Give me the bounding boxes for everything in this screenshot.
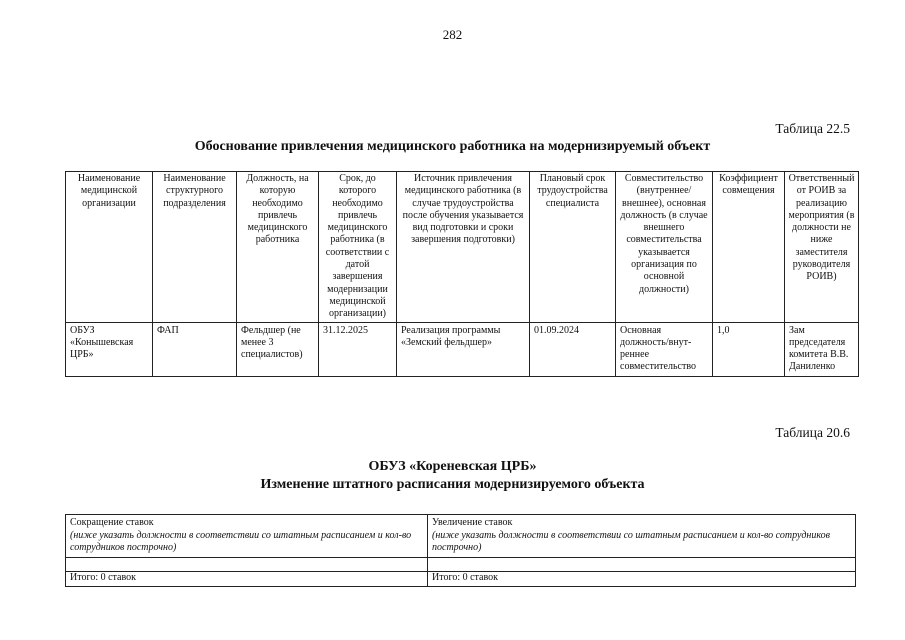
increase-header: Увеличение ставок xyxy=(432,517,513,528)
header-cell: Наименование структурного подразделения xyxy=(153,172,237,323)
header-row xyxy=(66,515,856,558)
table-cell: Фельдшер (не менее 3 специалистов) xyxy=(237,322,319,376)
organization-name: ОБУЗ «Кореневская ЦРБ» xyxy=(368,459,537,474)
header-cell: Коэффициент совмещения xyxy=(713,172,785,323)
staffing-change-table xyxy=(65,514,856,587)
header-cell: Источник привлечения медицинского работника (в случае трудоустройства после обучения указывается вид подготовки и сроки завершения подготовки) xyxy=(397,172,530,323)
cell-text: Основная должность/внут-реннее совместительство xyxy=(620,324,696,372)
header-cell: Наименование медицинской организации xyxy=(66,172,153,323)
table-cell: ФАП xyxy=(153,322,237,376)
header-cell: Ответственный от РОИВ за реализацию мероприятия (в должности не ниже заместителя руководителя РОИВ) xyxy=(785,172,859,323)
table-cell: ОБУЗ «Конышевская ЦРБ» xyxy=(66,322,153,376)
table-cell: 31.12.2025 xyxy=(319,322,397,376)
table-cell: 01.09.2024 xyxy=(530,322,616,376)
table-row xyxy=(66,322,859,376)
reduction-header: Сокращение ставок xyxy=(70,517,154,528)
page-number: 282 xyxy=(442,27,463,42)
table-cell xyxy=(66,557,428,571)
table-20-6-title: Изменение штатного расписания модернизируемого объекта xyxy=(260,477,645,492)
staff-attraction-table xyxy=(65,171,859,377)
table-cell xyxy=(428,557,856,571)
increase-header-cell xyxy=(428,515,856,558)
table-22-5-title: Обоснование привлечения медицинского работника на модернизируемый объект xyxy=(194,139,711,154)
increase-note: (ниже указать должности в соответствии со штатным расписанием и кол-во сотрудников построчно) xyxy=(432,529,831,553)
table-22-5-label: Таблица 22.5 xyxy=(775,121,850,136)
table-20-6-label: Таблица 20.6 xyxy=(775,425,850,440)
reduction-note: (ниже указать должности в соответствии со штатным расписанием и кол-во сотрудников построчно) xyxy=(70,529,412,553)
header-cell: Должность, на которую необходимо привлечь медицинского работника xyxy=(237,172,319,323)
table-cell: Зам председателя комитета В.В. Даниленко xyxy=(785,322,859,376)
total-row xyxy=(66,571,856,586)
reduction-total: Итого: 0 ставок xyxy=(66,571,428,586)
table-cell xyxy=(616,322,713,376)
table-cell: 1,0 xyxy=(713,322,785,376)
header-row xyxy=(66,172,859,323)
header-cell: Срок, до которого необходимо привлечь медицинского работника (в соответствии с датой завершения модернизации медицинской организации) xyxy=(319,172,397,323)
table-cell: Реализация программы «Земский фельдшер» xyxy=(397,322,530,376)
table-row xyxy=(66,557,856,571)
header-cell: Совместительство (внутреннее/внешнее), основная должность (в случае внешнего совместительства указывается организация по основной должности) xyxy=(616,172,713,323)
reduction-header-cell xyxy=(66,515,428,558)
increase-total: Итого: 0 ставок xyxy=(428,571,856,586)
header-cell: Плановый срок трудоустройства специалиста xyxy=(530,172,616,323)
